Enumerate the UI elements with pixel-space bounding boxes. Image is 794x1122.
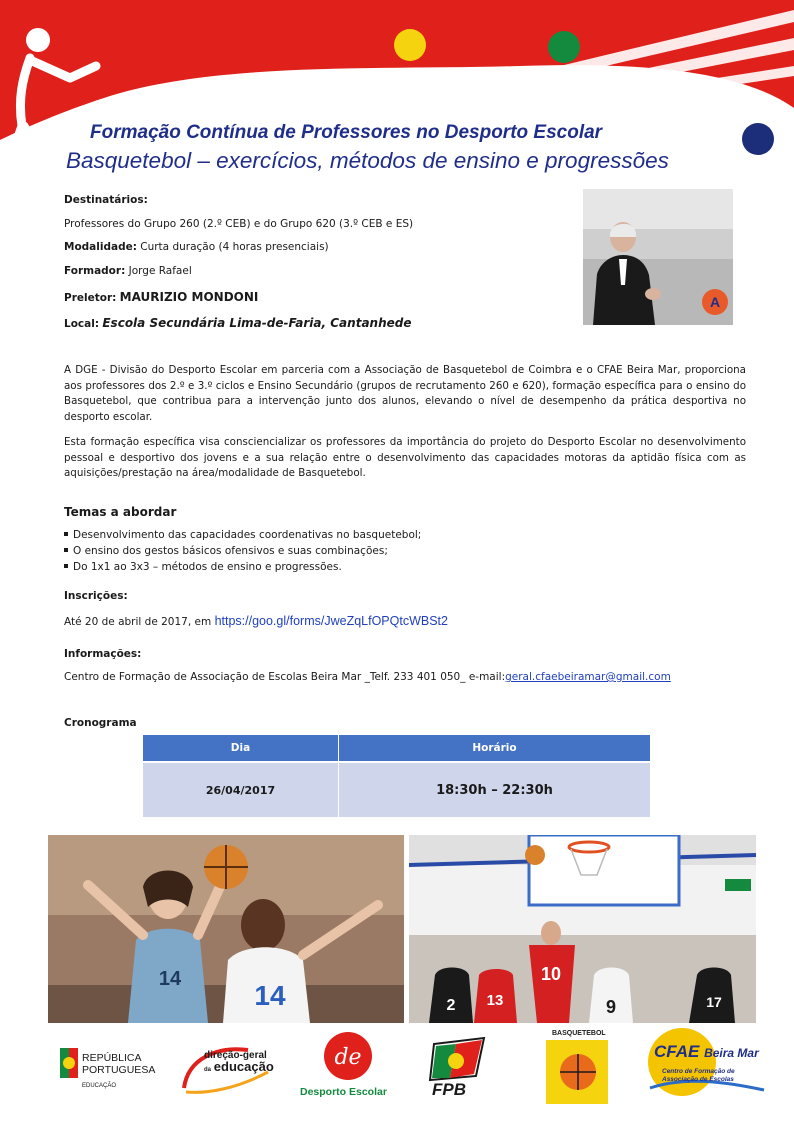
svg-text:13: 13 — [486, 992, 504, 1009]
column-header-dia: Dia — [143, 735, 339, 762]
informacoes-label: Informações: — [64, 648, 142, 660]
destinatarios-label: Destinatários: — [64, 194, 148, 206]
local-value: Escola Secundária Lima-de-Faria, Cantanhede — [102, 316, 412, 330]
basketball-photo-right — [409, 835, 756, 1023]
list-item — [64, 543, 421, 559]
cronograma-label: Cronograma — [64, 717, 137, 729]
dge-line-3: educação — [213, 1059, 274, 1074]
bullet-icon — [64, 532, 68, 536]
svg-text:14: 14 — [254, 980, 286, 1011]
basketball-icon — [554, 1048, 602, 1096]
inscricoes-label: Inscrições: — [64, 590, 128, 602]
preletor-row — [64, 290, 258, 304]
table-row — [143, 762, 651, 817]
cfae-line-1: CFAE — [654, 1042, 700, 1061]
republica-logo-text — [82, 1052, 155, 1092]
table-header-row — [143, 735, 651, 762]
informacoes-text: Centro de Formação de Associação de Escolas Beira Mar _Telf. 233 401 050_ e-mail: — [64, 671, 506, 683]
modalidade-value: Curta duração (4 horas presenciais) — [140, 241, 329, 253]
formador-value: Jorge Rafael — [128, 265, 192, 277]
list-item-text: O ensino dos gestos básicos ofensivos e suas combinações; — [73, 545, 388, 557]
svg-text:2: 2 — [446, 997, 456, 1014]
republica-line-2: PORTUGUESA — [82, 1064, 156, 1076]
destinatarios-value: Professores do Grupo 260 (2.º CEB) e do Grupo 620 (3.º CEB e ES) — [64, 218, 414, 230]
fpb-text: FPB — [432, 1080, 466, 1099]
local-label: Local: — [64, 318, 100, 330]
modalidade-label: Modalidade: — [64, 241, 137, 253]
republica-line-1: REPÚBLICA — [82, 1052, 142, 1064]
cell-horario: 18:30h – 22:30h — [339, 762, 651, 817]
dge-line-2: da — [204, 1067, 212, 1073]
temas-list — [64, 527, 421, 575]
inscricoes-form-link[interactable]: https://goo.gl/forms/JweZqLfOPQtcWBSt2 — [214, 614, 448, 628]
email-link[interactable]: geral.cfaebeiramar@gmail.com — [505, 671, 671, 683]
speaker-photo — [583, 189, 733, 325]
inscricoes-text: Até 20 de abril de 2017, em — [64, 616, 212, 628]
svg-text:de: de — [334, 1045, 362, 1070]
cfae-line-2: Beira Mar — [704, 1046, 759, 1060]
temas-heading: Temas a abordar — [64, 505, 177, 519]
bullet-icon — [64, 548, 68, 552]
svg-text:A: A — [709, 294, 721, 310]
basketball-photo-right-image — [409, 835, 756, 1023]
inscricoes-row — [64, 614, 448, 628]
informacoes-row — [64, 671, 671, 683]
description-paragraph-2: Esta formação específica visa consciencializar os professores da importância do projeto do Desporto Escolar no desenvolvimento pessoal e desportivo dos jovens e a sua relação entre o desenvolvimento das capacidades motoras da aptidão física com as aquisições/prestação na área/modalidade de Basquetebol. — [64, 436, 746, 479]
list-item — [64, 527, 421, 543]
speaker-photo-image — [583, 189, 733, 325]
svg-text:9: 9 — [605, 997, 617, 1017]
abc-top-text: BASQUETEBOL — [552, 1030, 606, 1037]
svg-text:10: 10 — [540, 964, 562, 984]
preletor-value: MAURIZIO MONDONI — [119, 290, 259, 304]
fpb-logo — [426, 1028, 492, 1108]
svg-text:14: 14 — [158, 968, 182, 990]
modalidade-row — [64, 241, 329, 253]
desporto-escolar-text: Desporto Escolar — [300, 1086, 387, 1098]
page-subtitle: Basquetebol – exercícios, métodos de ensino e progressões — [66, 148, 669, 173]
schedule-table — [143, 735, 651, 817]
republica-portuguesa-logo — [58, 1028, 158, 1108]
formador-label: Formador: — [64, 265, 126, 277]
republica-line-3: EDUCAÇÃO — [82, 1083, 117, 1089]
svg-text:17: 17 — [706, 994, 722, 1010]
column-header-horario: Horário — [339, 735, 651, 762]
cfae-beira-mar-logo — [646, 1028, 766, 1108]
list-item-text: Do 1x1 ao 3x3 – métodos de ensino e progressões. — [73, 561, 342, 573]
cfae-line-3: Centro de Formação de Associação de Escolas — [662, 1068, 735, 1083]
basketball-photo-left — [48, 835, 404, 1023]
list-item — [64, 559, 421, 575]
dge-line-1: direção-geral — [204, 1050, 267, 1061]
preletor-label: Preletor: — [64, 292, 117, 304]
local-row — [64, 316, 412, 330]
fpb-emblem-icon — [426, 1028, 492, 1088]
associacao-basquetebol-coimbra-logo — [538, 1028, 612, 1108]
list-item-text: Desenvolvimento das capacidades coordenativas no basquetebol; — [73, 529, 422, 541]
desporto-escolar-logo — [296, 1028, 400, 1108]
description-paragraph-1: A DGE - Divisão do Desporto Escolar em parceria com a Associação de Basquetebol de Coimbra e o CFAE Beira Mar, proporciona aos professores dos 2.º e 3.º ciclos e Ensino Secundário (grupos de recrutamento 260 e 620), formação específica para o ensino do Basquetebol, que contribua para a intervenção junto dos alunos, elevando o nível de desempenho da prática desportiva no desporto escolar. — [64, 364, 746, 423]
bullet-icon — [64, 564, 68, 568]
page-title: Formação Contínua de Professores no Desporto Escolar — [90, 122, 603, 143]
dge-logo — [178, 1028, 282, 1108]
cell-dia: 26/04/2017 — [143, 762, 339, 817]
formador-row — [64, 265, 192, 277]
desporto-escolar-emblem-icon — [296, 1028, 400, 1088]
basketball-photo-left-image — [48, 835, 404, 1023]
dge-logo-text — [204, 1050, 274, 1076]
cfae-logo-title — [654, 1042, 759, 1062]
